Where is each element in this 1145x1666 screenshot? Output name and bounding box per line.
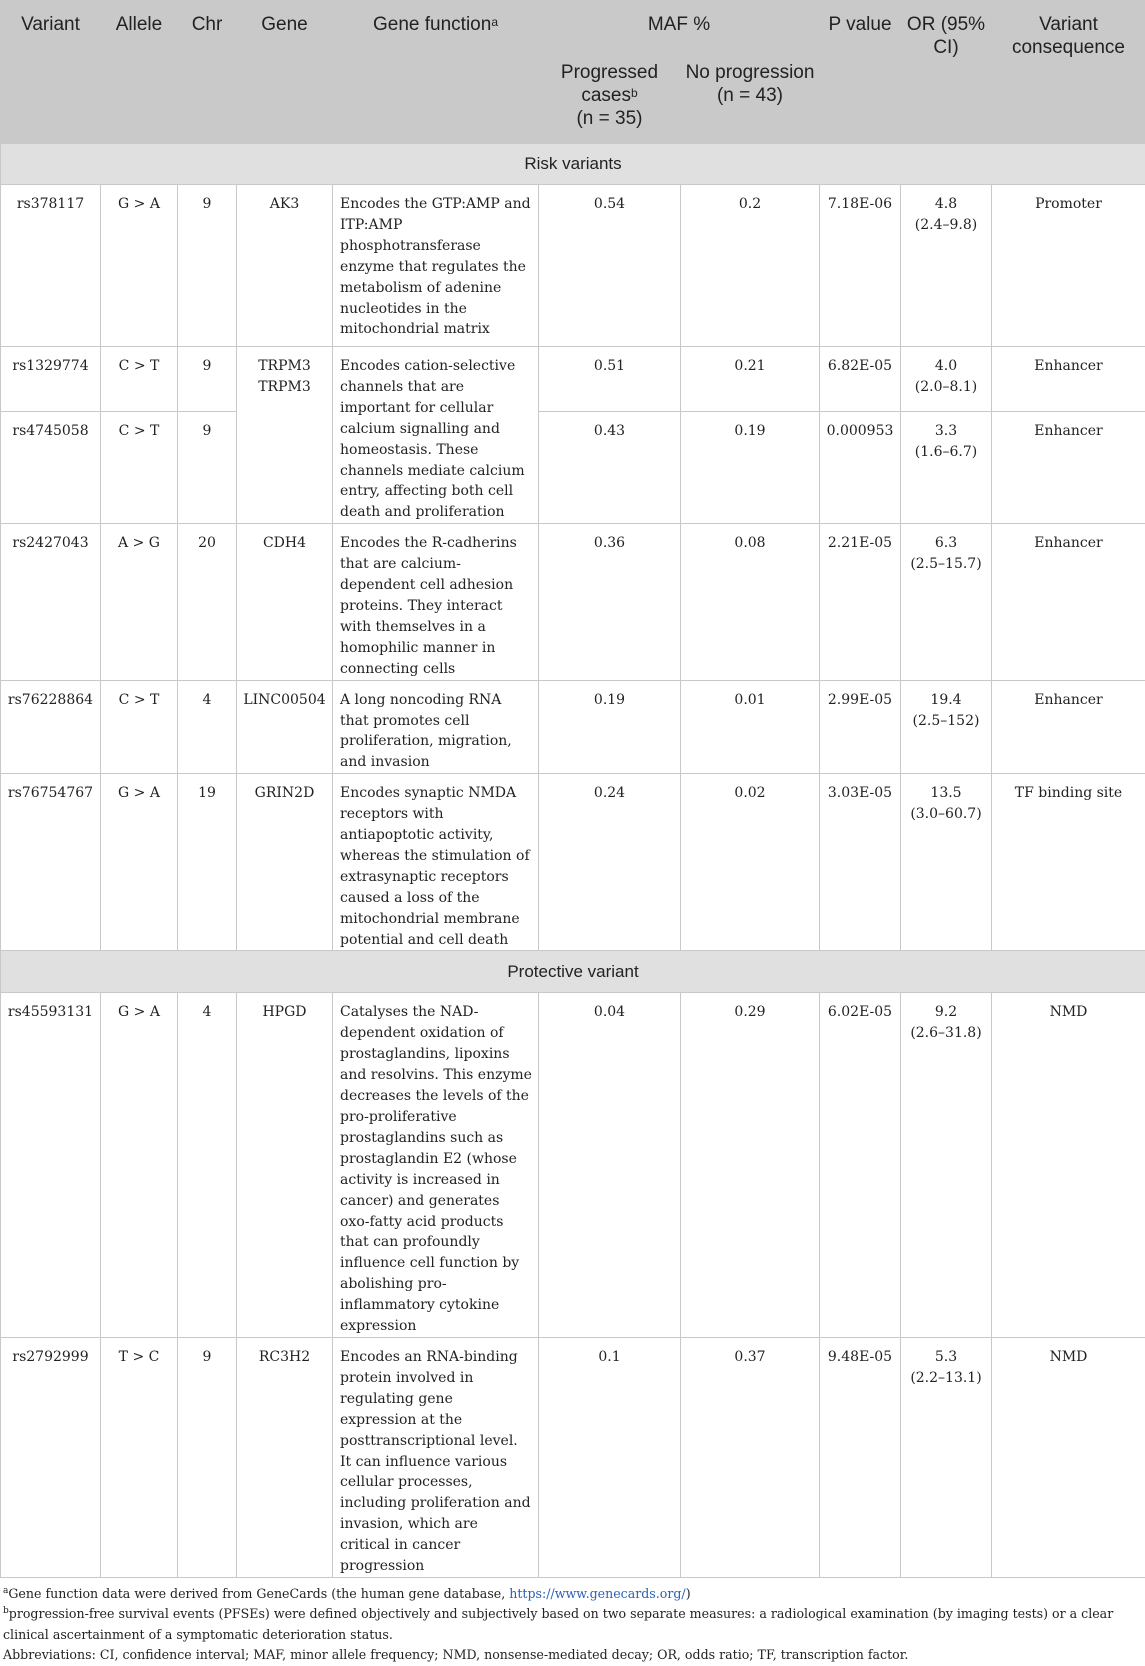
table-row: rs2427043 A > G 20 CDH4 Encodes the R-cadherins that are calcium-dependent cell adhesion proteins. They interact with themselves in a homophilic manner in connecting cells 0.36 0.08 2.21E-05 6.3 (2.5–15.7) Enhancer [1,524,1145,680]
col-progressed: Progressed cases$^b$ (n = 35) [539,50,681,144]
col-allele: Allele [101,1,178,144]
col-or: OR (95% CI) [901,1,992,144]
col-variant: Variant [1,1,101,144]
table-header [1,1,1145,144]
table-row: rs4745058 C > T 9 0.43 0.19 0.000953 3.3 (1.6–6.7) Enhancer [1,412,1145,524]
section-protective: Protective variant [1,951,1145,993]
table-row: rs76754767 G > A 19 GRIN2D Encodes synaptic NMDA receptors with antiapoptotic activity, whereas the stimulation of extrasynaptic receptors caused a loss of the mitochondrial membrane potential and cell death 0.24 0.02 3.03E-05 13.5 (3.0–60.7) TF binding site [1,774,1145,951]
table-row: rs2792999 T > C 9 RC3H2 Encodes an RNA-binding protein involved in regulating gene expression at the posttranscriptional level. It can influence various cellular processes, including proliferation and invasion, which are critical in cancer progression 0.1 0.37 9.48E-05 5.3 (2.2–13.1) NMD [1,1337,1145,1577]
table-row: rs45593131 G > A 4 HPGD Catalyses the NAD-dependent oxidation of prostaglandins, lipoxins and resolvins. This enzyme decreases the levels of the pro-proliferative prostaglandins such as prostaglandin E2 (whose activity is increased in cancer) and generates oxo-fatty acid products that can profoundly influence cell function by abolishing pro-inflammatory cytokine expression 0.04 0.29 6.02E-05 9.2 (2.6–31.8) NMD [1,993,1145,1338]
col-p-value: P value [820,1,901,144]
table-row: rs1329774 C > T 9 TRPM3 TRPM3 Encodes cation-selective channels that are important for cellular calcium signalling and homeostasis. These channels mediate calcium entry, affecting both cell death and proliferation 0.51 0.21 6.82E-05 4.0 (2.0–8.1) Enhancer [1,347,1145,412]
col-consequence: Variant consequence [992,1,1145,144]
genecards-link[interactable]: https://www.genecards.org/ [509,1586,685,1601]
footnote-abbreviations: Abbreviations: CI, confidence interval; MAF, minor allele frequency; NMD, nonsense-mediated decay; OR, odds ratio; TF, transcription factor. [3,1645,1141,1666]
table-footnotes [0,1578,1145,1666]
table-row: rs378117 G > A 9 AK3 Encodes the GTP:AMP and ITP:AMP phosphotransferase enzyme that regulates the metabolism of adenine nucleotides in the mitochondrial matrix 0.54 0.2 7.18E-06 4.8 (2.4–9.8) Promoter [1,185,1145,347]
col-no-progression: No progression (n = 43) [681,50,820,144]
section-risk: Risk variants [1,144,1145,185]
footnote-b: $^b$progression-free survival events (PFSEs) were defined objectively and subjectively based on two separate measures: a radiological examination (by imaging tests) or a clear clinical ascertainment of a symptomatic deterioration status. [3,1604,1141,1645]
col-chr: Chr [178,1,237,144]
col-maf: MAF % [539,1,820,50]
col-gene-function: Gene function$^a$ [333,1,539,144]
table-row: rs76228864 C > T 4 LINC00504 A long noncoding RNA that promotes cell proliferation, migration, and invasion 0.19 0.01 2.99E-05 19.4 (2.5–152) Enhancer [1,680,1145,774]
footnote-a: $^a$Gene function data were derived from GeneCards (the human gene database, https://www.genecards.org/) [3,1584,1141,1605]
table-body [1,144,1145,1578]
col-gene: Gene [237,1,333,144]
